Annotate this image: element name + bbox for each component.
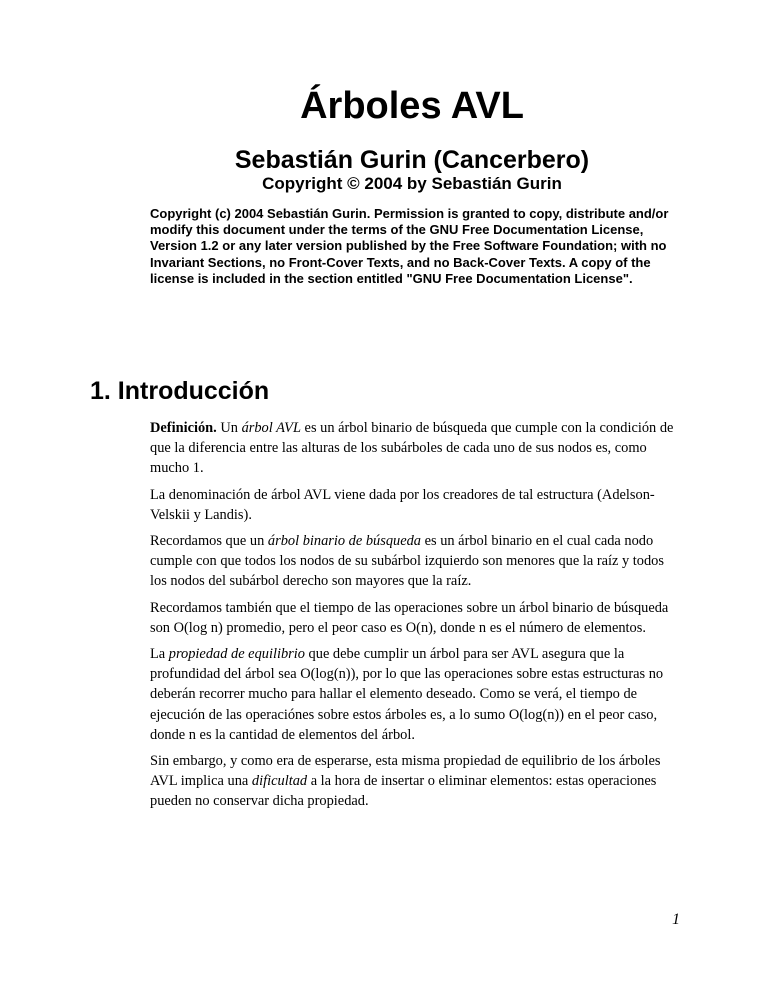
definition-lead: Definición. [150, 420, 217, 436]
paragraph-complexity: Recordamos también que el tiempo de las operaciones sobre un árbol binario de búsqueda son O(log n) promedio, pero el peor caso es O(n), donde n es el número de elementos. [150, 599, 669, 636]
section-body [150, 418, 682, 818]
emphasis-term: propiedad de equilibrio [168, 646, 305, 663]
text-run: Recordamos que un [150, 533, 268, 550]
emphasis-term: árbol binario de búsqueda [267, 533, 422, 550]
text-run: La [150, 646, 169, 663]
paragraph-bst [150, 531, 682, 592]
text-run: Sin embargo, y como era de esperarse, esta misma propiedad de equilibrio de los árboles AVL implica una [150, 753, 661, 790]
paragraph-equilibrium [150, 644, 682, 745]
section-heading: 1. Introducción [90, 377, 270, 405]
paragraph-denomination: La denominación de árbol AVL viene dada por los creadores de tal estructura (Adelson-Velskii y Landis). [150, 486, 655, 523]
copyright-line: Copyright © 2004 by Sebastián Gurin [262, 174, 562, 193]
document-author: Sebastián Gurin (Cancerbero) [234, 146, 590, 174]
text-run: Un [216, 420, 242, 436]
emphasis-term: dificultad [251, 773, 308, 790]
emphasis-term: árbol AVL [241, 420, 301, 436]
page-number: 1 [672, 911, 680, 928]
document-title: Árboles AVL [300, 85, 524, 127]
text-run: es un árbol binario de búsqueda que cumple con la condición de que la diferencia entre las alturas de los subárboles de cada uno de sus nodos es, como mucho 1. [150, 420, 674, 477]
paragraph-difficulty [150, 751, 682, 812]
legal-notice: Copyright (c) 2004 Sebastián Gurin. Permission is granted to copy, distribute and/or modify this document under the terms of the GNU Free Documentation License, Version 1.2 or any later version published by the Free Software Foundation; with no Invariant Sections, no Front-Cover Texts, and no Back-Cover Texts. A copy of the license is included in the section entitled "GNU Free Documentation License". [150, 206, 669, 286]
text-run: que debe cumplir un árbol para ser AVL asegura que la profundidad del árbol sea O(log(n)), por lo que las operaciones sobre estas estructuras no deberán recorrer mucho para hallar el elemento deseado. Como se verá, el tiempo de ejecución de las operaciónes sobre estos árboles es, a lo sumo O(log(n)) en el peor caso, donde n es la cantidad de elementos del árbol. [150, 646, 664, 743]
paragraph-definition [150, 418, 682, 479]
text-run: es un árbol binario en el cual cada nodo cumple con que todos los nodos de su subárbol izquierdo son menores que la raíz y todos los nodos del subárbol derecho son mayores que la raíz. [150, 533, 664, 590]
text-run: a la hora de insertar o eliminar elementos: estas operaciones pueden no conservar dicha propiedad. [150, 773, 657, 810]
